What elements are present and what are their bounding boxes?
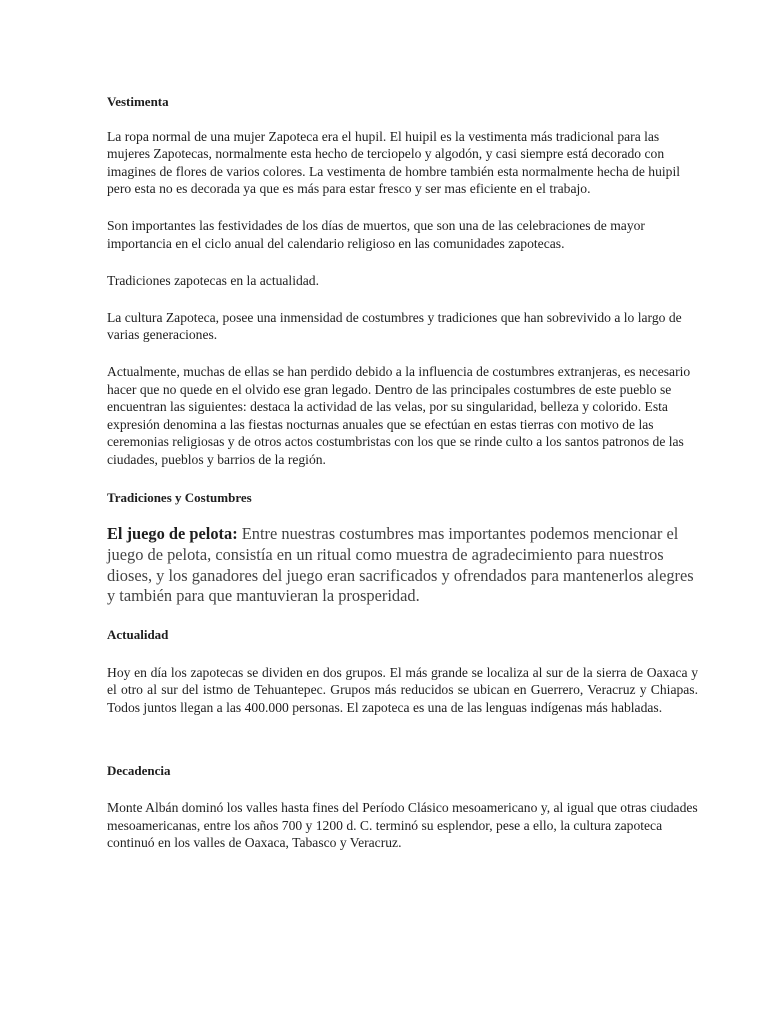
paragraph-juego-de-pelota [107, 524, 698, 607]
heading-actualidad: Actualidad [107, 627, 169, 643]
paragraph-actualidad: Hoy en día los zapotecas se dividen en dos grupos. El más grande se localiza al sur de la sierra de Oaxaca y el otro al sur del istmo de Tehuantepec. Grupos más reducidos se ubican en Guerrero, Veracruz y Chiapas. Todos juntos llegan a las 400.000 personas. El zapoteca es una de las lenguas indígenas más habladas. [107, 664, 698, 716]
paragraph-festividades: Son importantes las festividades de los días de muertos, que son una de las celebraciones de mayor importancia en el ciclo anual del calendario religioso en las comunidades zapotecas. [107, 217, 645, 251]
paragraph-decadencia: Monte Albán dominó los valles hasta fines del Período Clásico mesoamericano y, al igual que otras ciudades mesoamericanas, entre los años 700 y 1200 d. C. terminó su esplendor, pese a ello, la cultura zapoteca continuó en los valles de Oaxaca, Tabasco y Veracruz. [107, 800, 698, 851]
paragraph-cultura-zapoteca: La cultura Zapoteca, posee una inmensidad de costumbres y tradiciones que han sobrevivido a lo largo de varias generaciones. [107, 309, 682, 343]
juego-de-pelota-text: Entre nuestras costumbres mas importantes podemos mencionar el juego de pelota, consistía en un ritual como muestra de agradecimiento para nuestros dioses, y los ganadores del juego eran sacrificados y ofrendados para mantenerlos alegres y también para que mantuvieran la prosperidad. [107, 524, 694, 606]
title-tradiciones-actualidad: Tradiciones zapotecas en la actualidad. [107, 273, 320, 289]
juego-de-pelota-lead: El juego de pelota: [107, 524, 238, 544]
paragraph-actualmente: Actualmente, muchas de ellas se han perdido debido a la influencia de costumbres extranjeras, es necesario hacer que no quede en el olvido ese gran legado. Dentro de las principales costumbres de este pueblo se encuentran las siguientes: destaca la actividad de las velas, por su singularidad, belleza y colorido. Esta expresión denomina a las fiestas nocturnas anuales que se efectúan en estas tierras con motivo de las ceremonias religiosas y de otros actos costumbristas con los que se rinde culto a los santos patronos de las ciudades, pueblos y barrios de la región. [107, 363, 691, 467]
paragraph-vestimenta: La ropa normal de una mujer Zapoteca era el hupil. El huipil es la vestimenta más tradicional para las mujeres Zapotecas, normalmente esta hecho de terciopelo y algodón, y casi siempre está decorado con imagines de flores de varios colores. La vestimenta de hombre también esta normalmente hecha de huipil pero esta no es decorada ya que es más para estar fresco y ser mas eficiente en el trabajo. [107, 128, 681, 197]
heading-decadencia: Decadencia [107, 762, 171, 778]
heading-vestimenta: Vestimenta [107, 94, 169, 109]
heading-tradiciones-costumbres: Tradiciones y Costumbres [107, 489, 252, 505]
